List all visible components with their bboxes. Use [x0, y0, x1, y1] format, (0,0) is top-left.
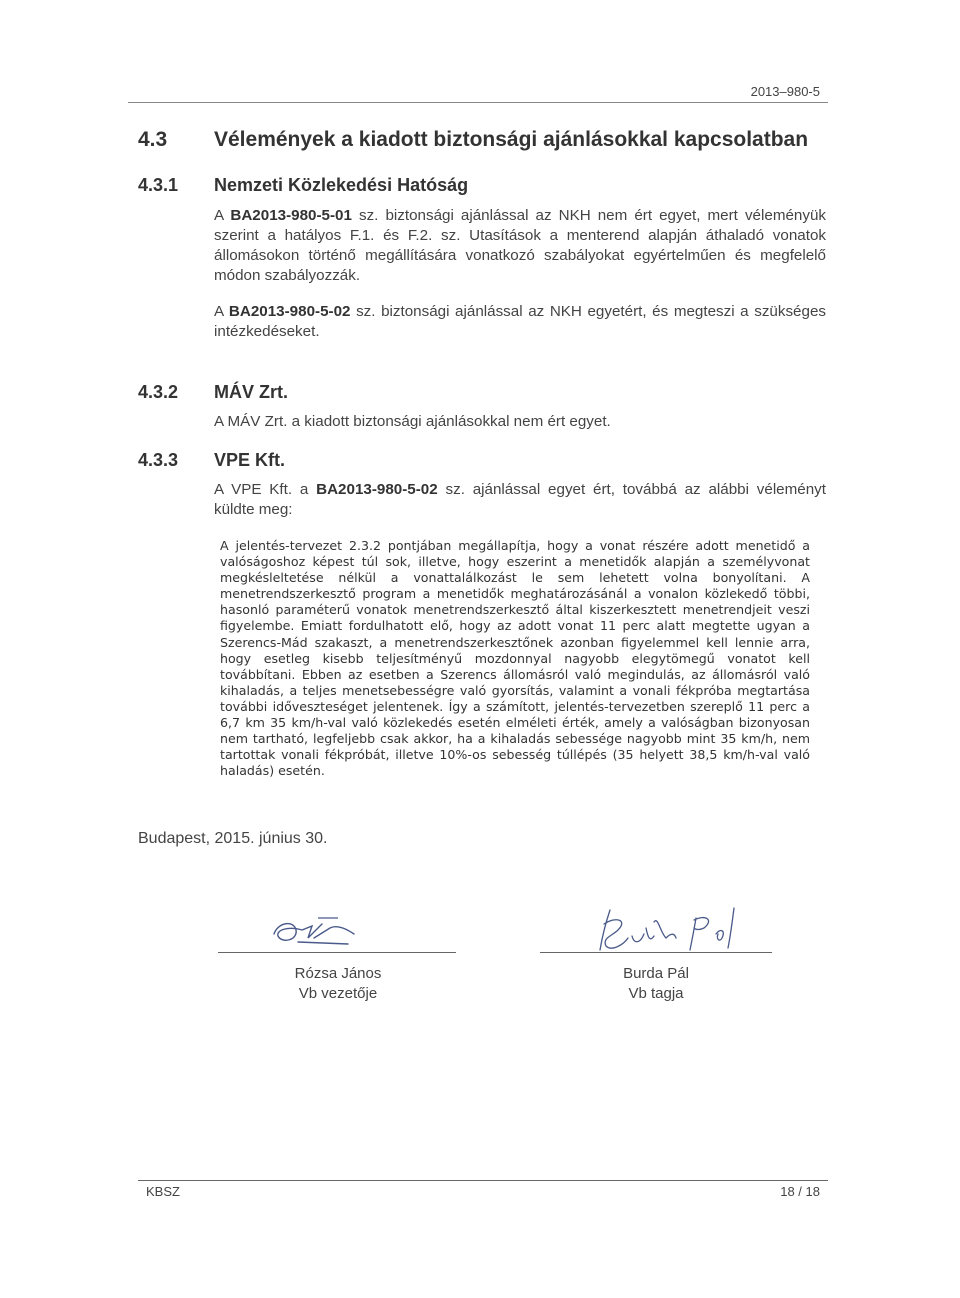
signature-line — [218, 952, 456, 953]
date-place: Budapest, 2015. június 30. — [138, 830, 328, 847]
subsection-title: VPE Kft. — [214, 450, 286, 470]
page-number: 18 / 18 — [780, 1184, 820, 1199]
header-divider — [128, 102, 828, 103]
subsection-number: 4.3.2 — [138, 382, 179, 402]
subsection-title: MÁV Zrt. — [214, 382, 288, 402]
footer-organization: KBSZ — [146, 1184, 180, 1199]
section-title: Vélemények a kiadott biztonsági ajánlásokkal kapcsolatban — [214, 128, 809, 151]
paragraph: A BA2013-980-5-01 sz. biztonsági ajánlással az NKH nem ért egyet, mert véleményük szerint a hatályos F.1. és F.2. sz. Utasítások a menterend alapján áthaladó vonatok állomásokon történő megállítására vonatkozó szabályokat egyértelműen és megfelelő módon szabályozzák. — [214, 207, 826, 284]
recommendation-id: BA2013-980-5-02 — [228, 303, 351, 320]
paragraph: A BA2013-980-5-02 sz. biztonsági ajánlással az NKH egyetért, és megteszi a szükséges intézkedéseket. — [214, 303, 826, 340]
signatory-name: Rózsa János — [294, 965, 382, 982]
signatory — [218, 964, 458, 1004]
signatory — [536, 964, 776, 1004]
paragraph: A MÁV Zrt. a kiadott biztonsági ajánlásokkal nem ért egyet. — [214, 413, 611, 430]
signature-left — [268, 908, 358, 952]
subsection-number: 4.3.1 — [138, 175, 179, 195]
footer-divider — [138, 1180, 828, 1181]
subsection-title: Nemzeti Közlekedési Hatóság — [214, 175, 469, 195]
quoted-opinion: A jelentés-tervezet 2.3.2 pontjában megállapítja, hogy a vonat részére adott menetidő a valóságoshoz képest túl sok, illetve, hogy eszerint a menetidők alapján a személyvonat megkésleltetése nélkül a vonattalálkozást le sem lehetett volna bonyolítani. A menetrendszerkesztő program a menetidők meghatározásánál a vonalon közlekedő többi, hasonló paraméterű vonatok menetrendszerkesztő által kiszerkesztett menetrendjeit veszi figyelembe. Emiatt fordulhatott elő, hogy az adott vonat 11 perc alatt megtette ugyan a Szerencs-Mád szakaszt, a menetrendszerkesztőnek azonban figyelemmel kell lennie arra, hogy esetleg kisebb teljesítményű mozdonnyal nagyobb elegytömegű vonatot kell továbbítani. Ebben az esetben a Szerencs állomásról való megindulás, az állomásról való kihaladás, a teljes menetsebességre való gyorsítás, valamint a vonali fékpróba megtartása további időveszteséget jelentenek. Így a számított, jelentés-tervezetben szereplő 11 perc a 6,7 km 35 km/h-val való közlekedés esetén elméleti érték, amely a valóságban bizonyosan nem tartható, legfeljebb csak akkor, ha a kihaladás sebessége nagyobb mint 35 km/h, nem tartottak vonali fékpróbát, illetve 10%-os sebesség túllépés (35 helyett 38,5 km/h-val való haladás) esetén. — [220, 538, 810, 779]
paragraph: A VPE Kft. a BA2013-980-5-02 sz. ajánlással egyet ért, továbbá az alábbi véleményt küldte meg: — [214, 481, 826, 518]
signatory-role: Vb tagja — [628, 985, 684, 1002]
signature-right — [588, 898, 758, 958]
signature-line — [540, 952, 772, 953]
recommendation-id: BA2013-980-5-02 — [316, 481, 438, 498]
subsection-number: 4.3.3 — [138, 450, 179, 470]
signatory-role: Vb vezetője — [298, 985, 378, 1002]
section-number: 4.3 — [138, 128, 168, 151]
document-reference: 2013–980-5 — [750, 84, 820, 99]
signatory-name: Burda Pál — [623, 965, 689, 982]
recommendation-id: BA2013-980-5-01 — [230, 207, 352, 224]
